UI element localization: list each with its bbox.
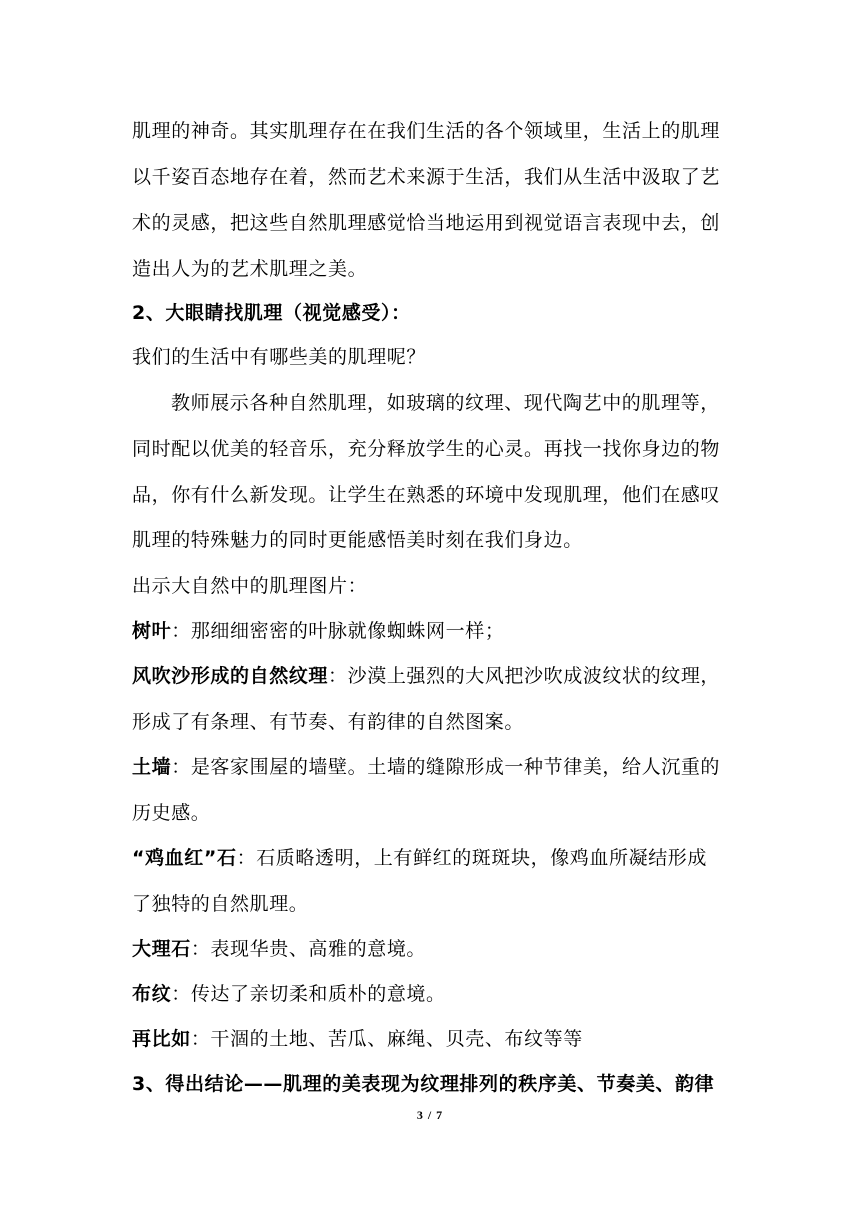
item-continuation: 了独特的自然肌理。 xyxy=(132,893,309,915)
item-label: 大理石 xyxy=(132,938,191,960)
item-continuation: 形成了有条理、有节奏、有韵律的自然图案。 xyxy=(132,711,525,733)
item-label: 土墙 xyxy=(132,756,172,778)
list-item xyxy=(132,936,732,962)
page-number: 3 / 7 xyxy=(416,1108,444,1122)
item-label: 树叶 xyxy=(132,620,172,642)
item-separator: ： xyxy=(171,620,191,642)
list-item xyxy=(132,754,732,780)
question-text: 我们的生活中有哪些美的肌理呢？ xyxy=(132,346,427,368)
item-separator: ： xyxy=(328,665,348,687)
item-separator: ： xyxy=(236,847,257,869)
list-item xyxy=(132,618,732,644)
paragraph-line: 肌理的特殊魅力的同时更能感悟美时刻在我们身边。 xyxy=(132,529,583,551)
list-item xyxy=(132,1026,732,1052)
item-separator: ： xyxy=(171,983,191,1005)
paragraph-line: 以千姿百态地存在着，然而艺术来源于生活，我们从生活中汲取了艺 xyxy=(132,166,721,188)
item-label: 布纹 xyxy=(132,983,172,1005)
show-images-text: 出示大自然中的肌理图片： xyxy=(132,575,368,597)
paragraph-line: 造出人为的艺术肌理之美。 xyxy=(132,258,368,280)
item-label: 再比如 xyxy=(132,1028,191,1050)
paragraph-line: 品，你有什么新发现。让学生在熟悉的环境中发现肌理，他们在感叹 xyxy=(132,484,721,506)
item-separator: ： xyxy=(190,1028,211,1050)
item-text: 那细细密密的叶脉就像蜘蛛网一样； xyxy=(190,620,505,642)
section-heading-2: 2、大眼睛找肌理（视觉感受）： xyxy=(132,302,411,324)
paragraph-line: 教师展示各种自然肌理，如玻璃的纹理、现代陶艺中的肌理等， xyxy=(171,392,720,414)
item-text: 是客家围屋的墙壁。土墙的缝隙形成一种节律美，给人沉重的 xyxy=(190,756,721,778)
paragraph-line: 术的灵感，把这些自然肌理感觉恰当地运用到视觉语言表现中去，创 xyxy=(132,212,721,234)
item-text: 干涸的土地、苦瓜、麻绳、贝壳、布纹等等 xyxy=(210,1028,583,1050)
item-text: 石质略透明，上有鲜红的斑斑块，像鸡血所凝结形成 xyxy=(256,847,707,869)
item-label: “鸡血红”石 xyxy=(132,847,237,869)
paragraph-line: 肌理的神奇。其实肌理存在在我们生活的各个领域里，生活上的肌理 xyxy=(132,120,721,142)
section-heading-3: 3、得出结论——肌理的美表现为纹理排列的秩序美、节奏美、韵律 xyxy=(132,1073,715,1095)
item-text: 沙漠上强烈的大风把沙吹成波纹状的纹理， xyxy=(347,665,721,687)
list-item xyxy=(132,981,732,1007)
item-separator: ： xyxy=(190,938,211,960)
item-text: 传达了亲切柔和质朴的意境。 xyxy=(190,983,446,1005)
item-continuation: 历史感。 xyxy=(132,802,211,824)
list-item xyxy=(132,845,732,871)
item-label: 风吹沙形成的自然纹理 xyxy=(132,665,329,687)
item-text: 表现华贵、高雅的意境。 xyxy=(210,938,427,960)
list-item xyxy=(132,663,732,689)
item-separator: ： xyxy=(171,756,191,778)
paragraph-line: 同时配以优美的轻音乐，充分释放学生的心灵。再找一找你身边的物 xyxy=(132,438,721,460)
